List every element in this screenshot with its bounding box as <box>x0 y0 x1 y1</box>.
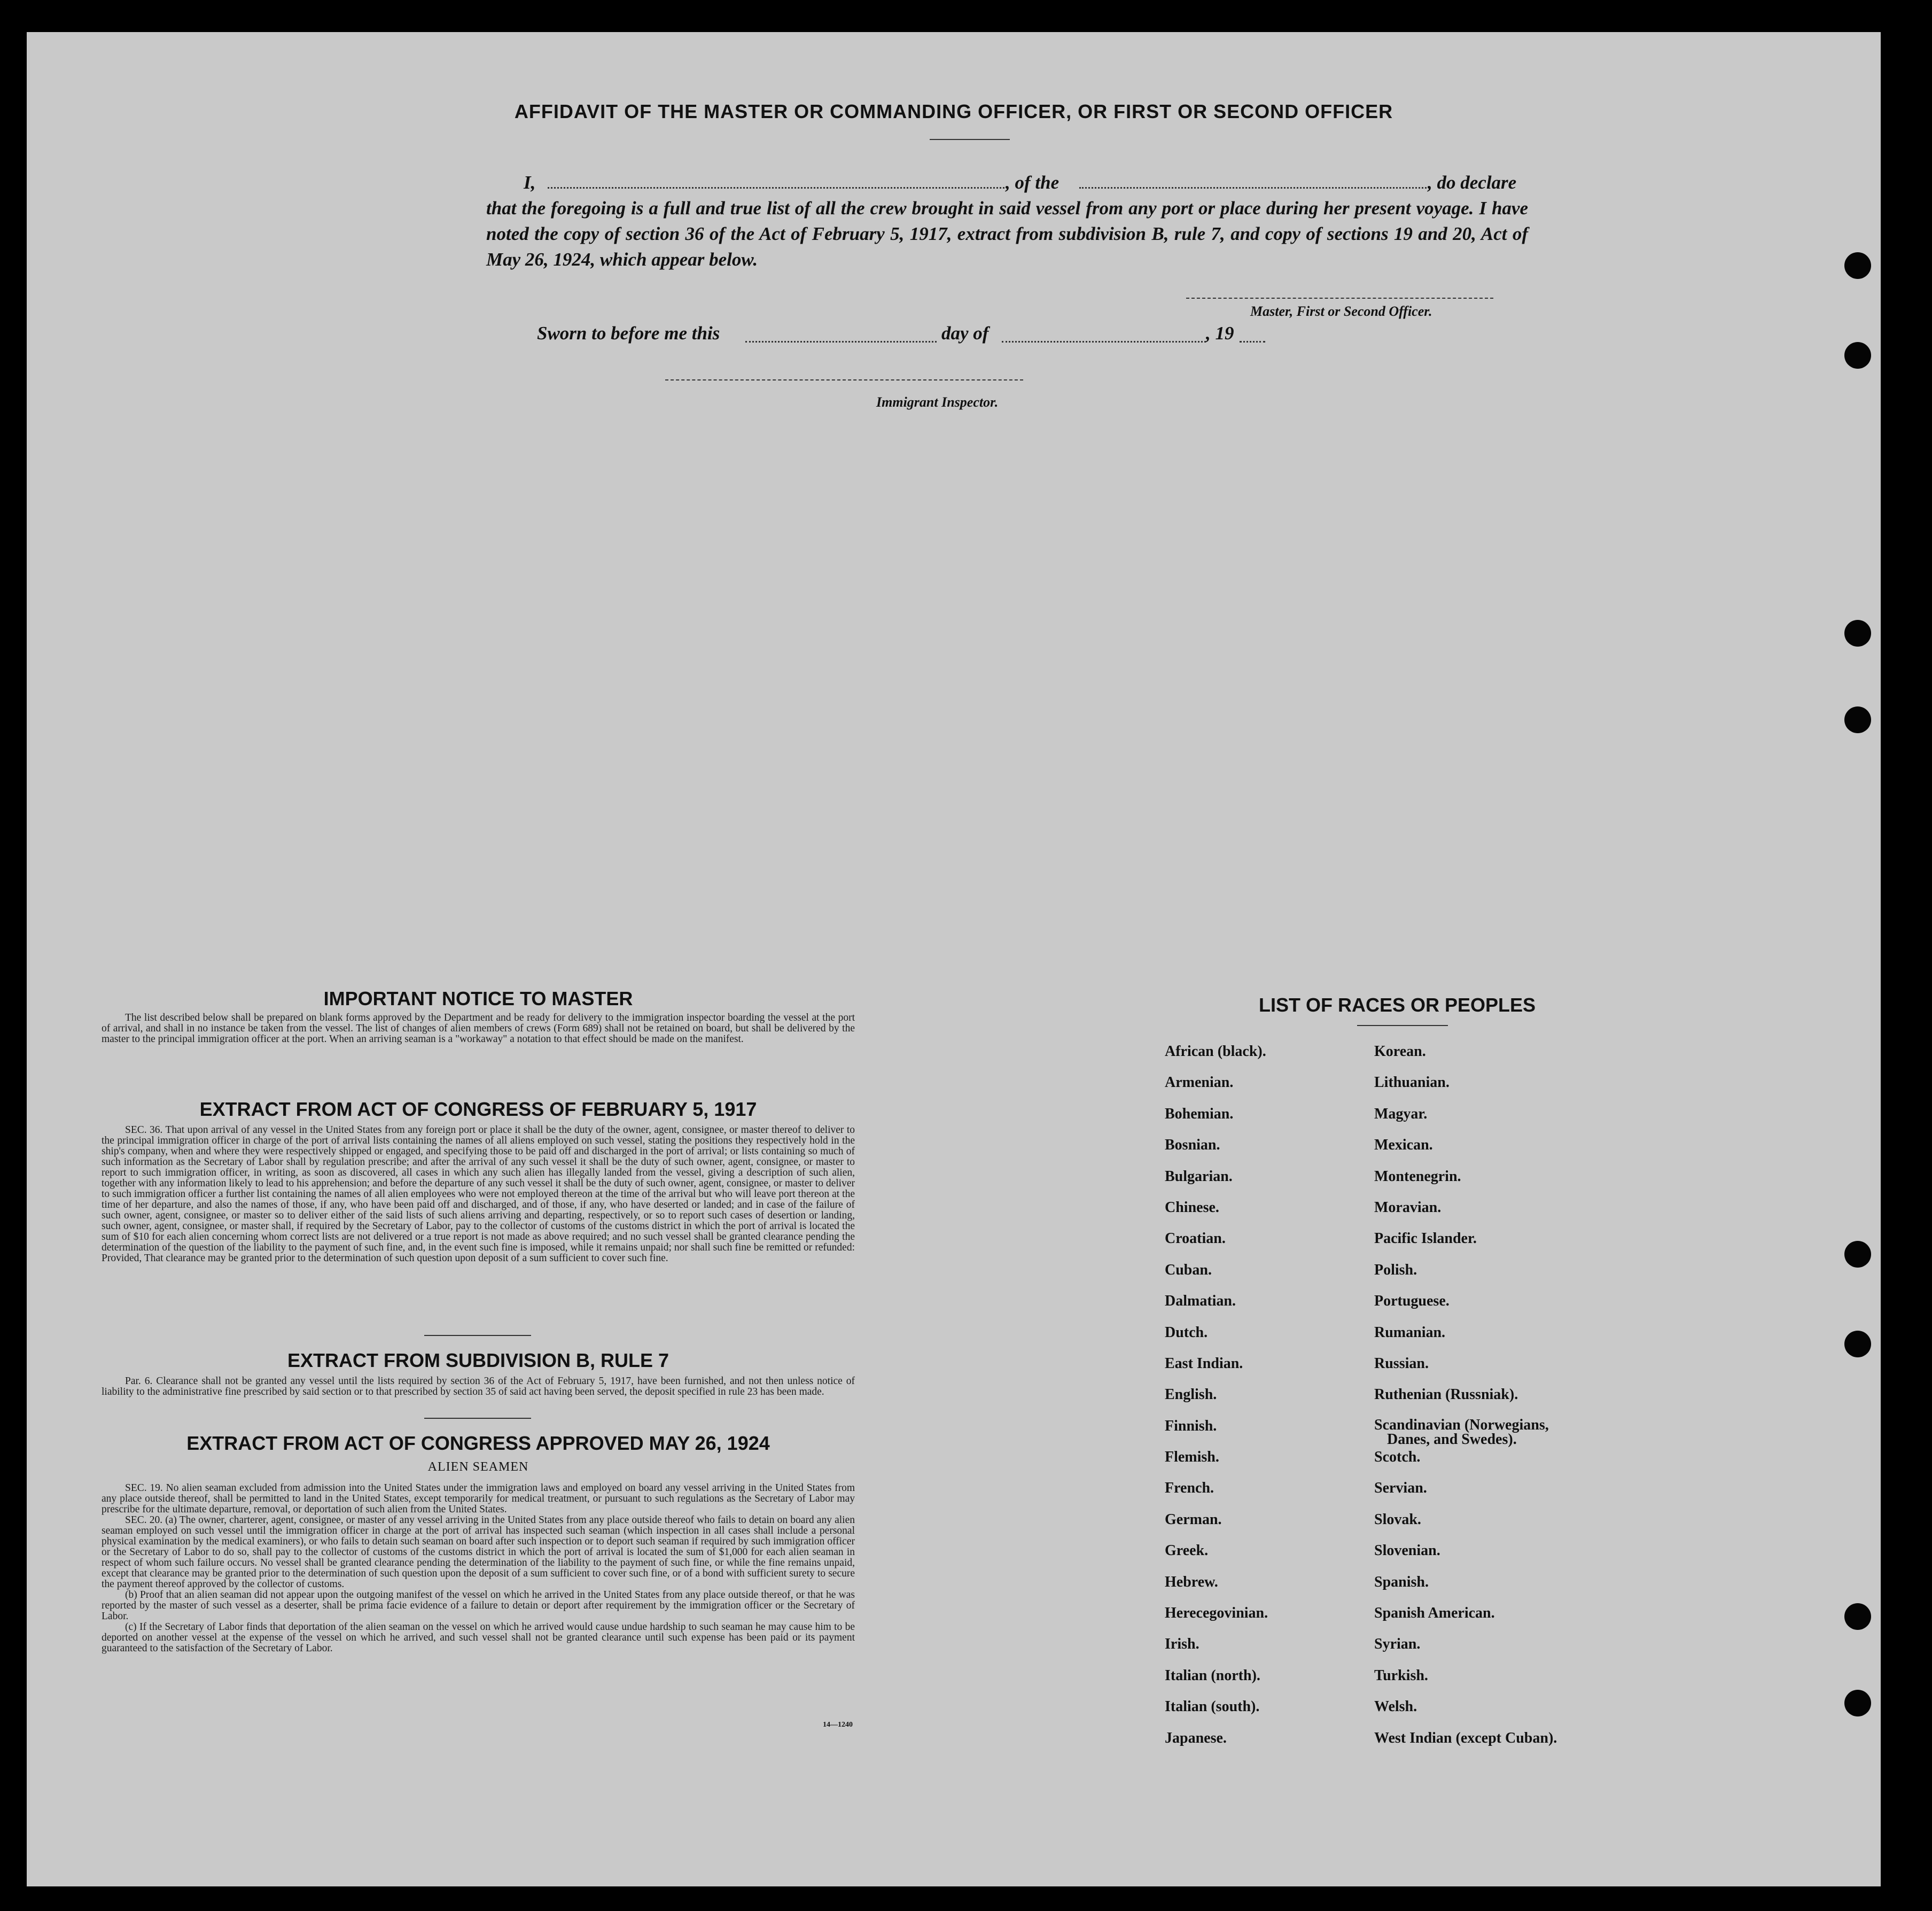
declaration-declare-label: , do declare <box>1428 172 1517 193</box>
race-item: Polish. <box>1374 1261 1417 1278</box>
race-item: Russian. <box>1374 1355 1429 1372</box>
race-item: German. <box>1165 1511 1222 1528</box>
race-item: East Indian. <box>1165 1355 1243 1372</box>
extract-1924-title: EXTRACT FROM ACT OF CONGRESS APPROVED MAY 26, 1924 <box>186 1432 770 1454</box>
race-item: Irish. <box>1165 1636 1199 1653</box>
document-page <box>27 32 1881 1886</box>
race-item: Herecegovinian. <box>1165 1605 1268 1622</box>
race-item: Hebrew. <box>1165 1573 1218 1590</box>
sec-20b-paragraph: (b) Proof that an alien seaman did not appear upon the outgoing manifest of the vessel on which he arrived in the United States from any place outside thereof, or that he was reported by the master of such vessel as a deserter, shall be prima facie evidence of a failure to detain or deport after requirement by the immigration officer or the Secretary of Labor. <box>102 1589 855 1622</box>
race-item: Croatian. <box>1165 1230 1226 1247</box>
race-item: Lithuanian. <box>1374 1074 1450 1091</box>
race-item: Turkish. <box>1374 1667 1428 1684</box>
race-item: Flemish. <box>1165 1449 1219 1466</box>
races-right-column <box>1374 1043 1557 1761</box>
sworn-label: Sworn to before me this <box>537 323 720 344</box>
binder-hole <box>1844 706 1871 733</box>
divider <box>424 1418 531 1419</box>
races-title: LIST OF RACES OR PEOPLES <box>1258 994 1536 1016</box>
master-signature-label: Master, First or Second Officer. <box>1250 304 1432 319</box>
race-item: Bosnian. <box>1165 1137 1220 1154</box>
day-of-label: day of <box>941 323 989 344</box>
binder-hole <box>1844 620 1871 647</box>
race-item: Greek. <box>1165 1542 1209 1559</box>
race-item: Cuban. <box>1165 1261 1212 1278</box>
race-item: Servian. <box>1374 1480 1427 1497</box>
sec-19-paragraph: SEC. 19. No alien seaman excluded from admission into the United States under the immigration laws and employed on board any vessel arriving in the United States from any place outside thereof, shall be permitted to land in the United States, except temporarily for medical treatment, or pursuant to such regulations as the Secretary of Labor may prescribe for the ultimate departure, removal, or deportation of such alien from the United States. <box>102 1482 855 1515</box>
name-blank[interactable] <box>548 187 1004 189</box>
year-label: , 19 <box>1206 323 1234 344</box>
declaration-of-the-label: , of the <box>1006 172 1060 193</box>
race-item: Mexican. <box>1374 1137 1433 1154</box>
notice-title: IMPORTANT NOTICE TO MASTER <box>323 988 633 1009</box>
race-item: Armenian. <box>1165 1074 1234 1091</box>
race-item: Italian (south). <box>1165 1698 1260 1715</box>
declaration-body: that the foregoing is a full and true list of all the crew brought in said vessel from any port or place during her present voyage. I have noted the copy of section 36 of the Act of February 5, 1917, extract from subdivision B, rule 7, and copy of sections 19 and 20, Act of May 26, 1924, which appear below. <box>486 198 1528 270</box>
extract-1924-text <box>102 1483 855 1654</box>
race-item: Spanish. <box>1374 1573 1429 1590</box>
declaration-i-label: I, <box>524 172 536 193</box>
race-item: Dalmatian. <box>1165 1293 1236 1310</box>
notice-text: The list described below shall be prepared on blank forms approved by the Department and be ready for delivery to the immigration inspector boarding the vessel at the port of arrival, and shall in no instance be taken from the vessel. The list of changes of alien members of crews (Form 689) shall not be retained on board, but shall be delivered by the master to the principal immigration officer at the port. When an arriving seaman is a "workaway" a notation to that effect should be made on the manifest. <box>102 1012 855 1045</box>
race-item: Ruthenian (Russniak). <box>1374 1386 1518 1403</box>
race-item: Chinese. <box>1165 1199 1219 1216</box>
binder-hole <box>1844 1690 1871 1716</box>
race-item: Spanish American. <box>1374 1605 1495 1622</box>
sec-20a-paragraph: SEC. 20. (a) The owner, charterer, agent, consignee, or master of any vessel arriving in the United States from any place outside thereof who fails to detain on board any alien seaman employed on such vessel until the immigration officer in charge at the port of arrival has inspected such seaman (which inspection in all cases shall include a personal physical examination by the medical examiners), or who fails to detain such seaman on board after such inspection or to deport such seaman if required by such immigration officer or the Secretary of Labor to do so, shall pay to the collector of customs of the customs district in which the port of arrival is located the sum of $1,000 for each alien seaman in respect of whom such failure occurs. No vessel shall be granted clearance pending the determination of the liability to the payment of such fine, or while the fine remains unpaid, except that clearance may be granted prior to the determination of such question upon the deposit of a sum sufficient to cover such fine, or of a bond with sufficient surety to secure the payment thereof approved by the collector of customs. <box>102 1514 855 1590</box>
race-item: West Indian (except Cuban). <box>1374 1729 1557 1746</box>
sworn-day-blank[interactable] <box>745 341 937 343</box>
race-item-scandinavian: Scandinavian (Norwegians, <box>1374 1416 1549 1433</box>
race-item: Korean. <box>1374 1043 1426 1060</box>
race-item: African (black). <box>1165 1043 1266 1060</box>
sworn-year-blank[interactable] <box>1240 341 1265 343</box>
inspector-signature-line[interactable] <box>665 379 1023 380</box>
affidavit-title: AFFIDAVIT OF THE MASTER OR COMMANDING OFFICER, OR FIRST OR SECOND OFFICER <box>514 100 1393 122</box>
divider <box>1357 1025 1448 1026</box>
extract-1917-text: SEC. 36. That upon arrival of any vessel in the United States from any foreign port or place it shall be the duty of the owner, agent, consignee, or master thereof to deliver to the principal immigration officer in charge of the port of arrival lists containing the names of all aliens employed on such vessel, stating the positions they respectively hold in the ship's company, when and where they were respectively shipped or engaged, and specifying those to be paid off and discharged in the port of arrival; or lists containing so much of such information as the Secretary of Labor shall by regulation prescribe; and after the arrival of any such vessel it shall be the duty of such owner, agent, consignee, or master to report to such immigration officer, in writing, as soon as discovered, all cases in which any such alien has illegally landed from the vessel, giving a description of such alien, together with any information likely to lead to his apprehension; and before the departure of any such vessel it shall be the duty of such owner, agent, consignee, or master to deliver to such immigration officer a further list containing the names of all alien employees who were not employed thereon at the time of the arrival but who will leave port thereon at the time of her departure, and also the names of those, if any, who have been paid off and discharged, and of those, if any, who have deserted or landed; and in case of the failure of such owner, agent, consignee, or master so to deliver either of the said lists of such aliens arriving and departing, respectively, or so to report such cases of desertion or landing, such owner, agent, consignee, or master shall, if required by the Secretary of Labor, pay to the collector of customs of the customs district in which the port of arrival is located the sum of $10 for each alien concerning whom correct lists are not delivered or a true report is not made as above required; and no such vessel shall be granted clearance pending the determination of the question of the liability to the payment of such fine, and, in the event such fine is imposed, while it remains unpaid; nor shall such fine be remitted or refunded: Provided, That clearance may be granted prior to the determination of such question upon deposit of a sum sufficient to cover such fine. <box>102 1124 855 1264</box>
binder-hole <box>1844 1603 1871 1630</box>
race-item: Montenegrin. <box>1374 1168 1461 1185</box>
race-item: Magyar. <box>1374 1105 1428 1122</box>
race-item: Bulgarian. <box>1165 1168 1233 1185</box>
race-item: English. <box>1165 1386 1217 1403</box>
race-item: Rumanian. <box>1374 1324 1446 1341</box>
extract-rule7-text: Par. 6. Clearance shall not be granted any vessel until the lists required by section 36 of the Act of February 5, 1917, have been furnished, and not then unless notice of liability to the administrative fine prescribed by said section or to that prescribed by section 35 of said act having been served, the deposit specified in rule 23 has been made. <box>102 1376 855 1397</box>
binder-hole <box>1844 1241 1871 1268</box>
race-item <box>1374 1418 1557 1449</box>
sec-20c-paragraph: (c) If the Secretary of Labor finds that deportation of the alien seaman on the vessel on which he arrived would cause undue hardship to such seaman he may cause him to be deported on another vessel at the expense of the vessel on which he arrived, and such vessel shall not be granted clearance until such expense has been paid or its payment guaranteed to the satisfaction of the Secretary of Labor. <box>102 1621 855 1654</box>
binder-hole <box>1844 252 1871 279</box>
extract-rule7-title: EXTRACT FROM SUBDIVISION B, RULE 7 <box>287 1349 669 1371</box>
race-item: Slovak. <box>1374 1511 1421 1528</box>
vessel-blank[interactable] <box>1079 187 1427 189</box>
divider <box>424 1335 531 1336</box>
race-item: Bohemian. <box>1165 1105 1234 1122</box>
race-item: Welsh. <box>1374 1698 1417 1715</box>
race-item-scandinavian-cont: Danes, and Swedes). <box>1387 1431 1517 1448</box>
divider <box>930 139 1010 140</box>
race-item: Moravian. <box>1374 1199 1442 1216</box>
master-signature-line[interactable] <box>1186 298 1493 299</box>
race-item: Portuguese. <box>1374 1293 1450 1310</box>
races-left-column <box>1165 1043 1268 1761</box>
race-item: Slovenian. <box>1374 1542 1440 1559</box>
race-item: Dutch. <box>1165 1324 1208 1341</box>
binder-hole <box>1844 1331 1871 1357</box>
extract-1917-title: EXTRACT FROM ACT OF CONGRESS OF FEBRUARY 5, 1917 <box>199 1098 757 1120</box>
race-item: Pacific Islander. <box>1374 1230 1477 1247</box>
form-number: 14—1240 <box>823 1721 853 1729</box>
inspector-signature-label: Immigrant Inspector. <box>876 394 999 410</box>
extract-1924-subtitle: ALIEN SEAMEN <box>427 1460 529 1474</box>
race-item: Syrian. <box>1374 1636 1421 1653</box>
sworn-month-blank[interactable] <box>1002 341 1206 343</box>
race-item: Japanese. <box>1165 1729 1227 1746</box>
race-item: Italian (north). <box>1165 1667 1260 1684</box>
race-item: Finnish. <box>1165 1417 1217 1434</box>
binder-hole <box>1844 342 1871 369</box>
race-item: French. <box>1165 1480 1214 1497</box>
race-item: Scotch. <box>1374 1449 1421 1466</box>
